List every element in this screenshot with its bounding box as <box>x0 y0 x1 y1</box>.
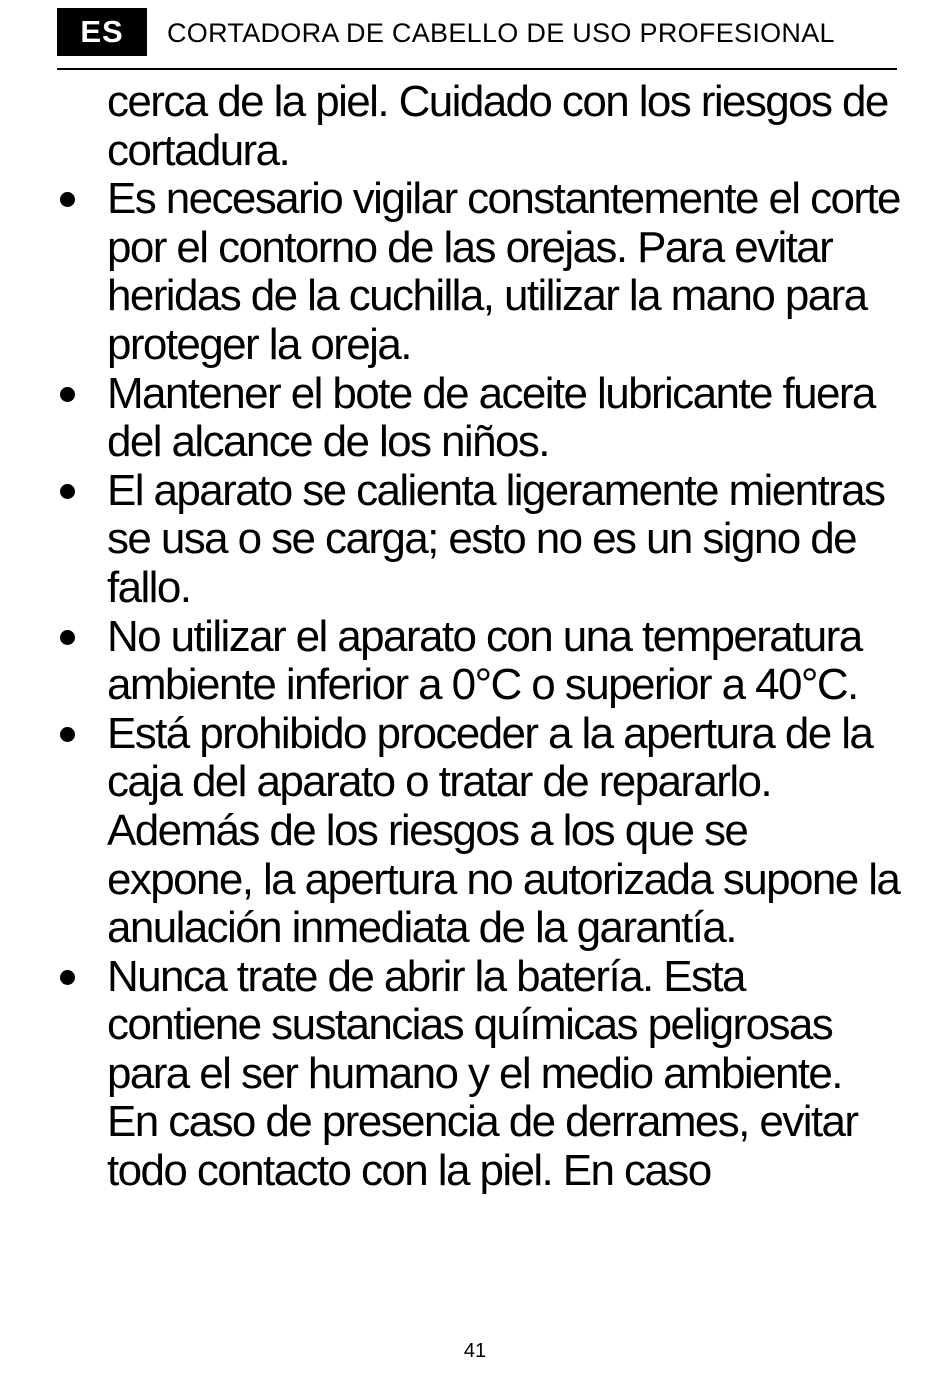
bullet-dot-icon <box>60 727 75 742</box>
bullet-dot-icon <box>60 387 75 402</box>
list-item <box>57 710 902 953</box>
list-item-text: No utilizar el aparato con una temperatura ambiente inferior a 0°C o superior a 40°C. <box>107 611 862 710</box>
bullet-dot-icon <box>60 192 75 207</box>
page-number: 41 <box>463 1340 487 1362</box>
page-header <box>57 8 897 70</box>
list-item-text: El aparato se calienta ligeramente mientras se usa o se carga; esto no es un signo de fallo. <box>107 465 885 612</box>
page-content <box>57 78 902 1196</box>
bullet-dot-icon <box>60 970 75 985</box>
list-item-text: Mantener el bote de aceite lubricante fuera del alcance de los niños. <box>107 368 875 467</box>
continuation-paragraph: cerca de la piel. Cuidado con los riesgos de cortadura. <box>107 77 888 175</box>
safety-bullet-list <box>57 175 902 1195</box>
language-badge: ES <box>57 8 147 56</box>
list-item <box>57 953 902 1196</box>
document-title: CORTADORA DE CABELLO DE USO PROFESIONAL <box>167 18 835 48</box>
list-item-text: Es necesario vigilar constantemente el corte por el contorno de las orejas. Para evitar heridas de la cuchilla, utilizar la mano para proteger la oreja. <box>107 174 900 369</box>
list-item <box>57 175 902 369</box>
bullet-dot-icon <box>60 484 75 499</box>
list-item <box>57 370 902 467</box>
list-item <box>57 467 902 613</box>
list-item-text: Nunca trate de abrir la batería. Esta contiene sustancias químicas peligrosas para el ser humano y el medio ambiente. En caso de presencia de derrames, evitar todo contacto con la piel. En caso <box>107 951 858 1196</box>
list-item-text: Está prohibido proceder a la apertura de la caja del aparato o tratar de repararlo. Además de los riesgos a los que se expone, la apertura no autorizada supone la anulación inmediata de la garantía. <box>107 708 900 953</box>
list-item <box>57 613 902 710</box>
bullet-dot-icon <box>60 630 75 645</box>
